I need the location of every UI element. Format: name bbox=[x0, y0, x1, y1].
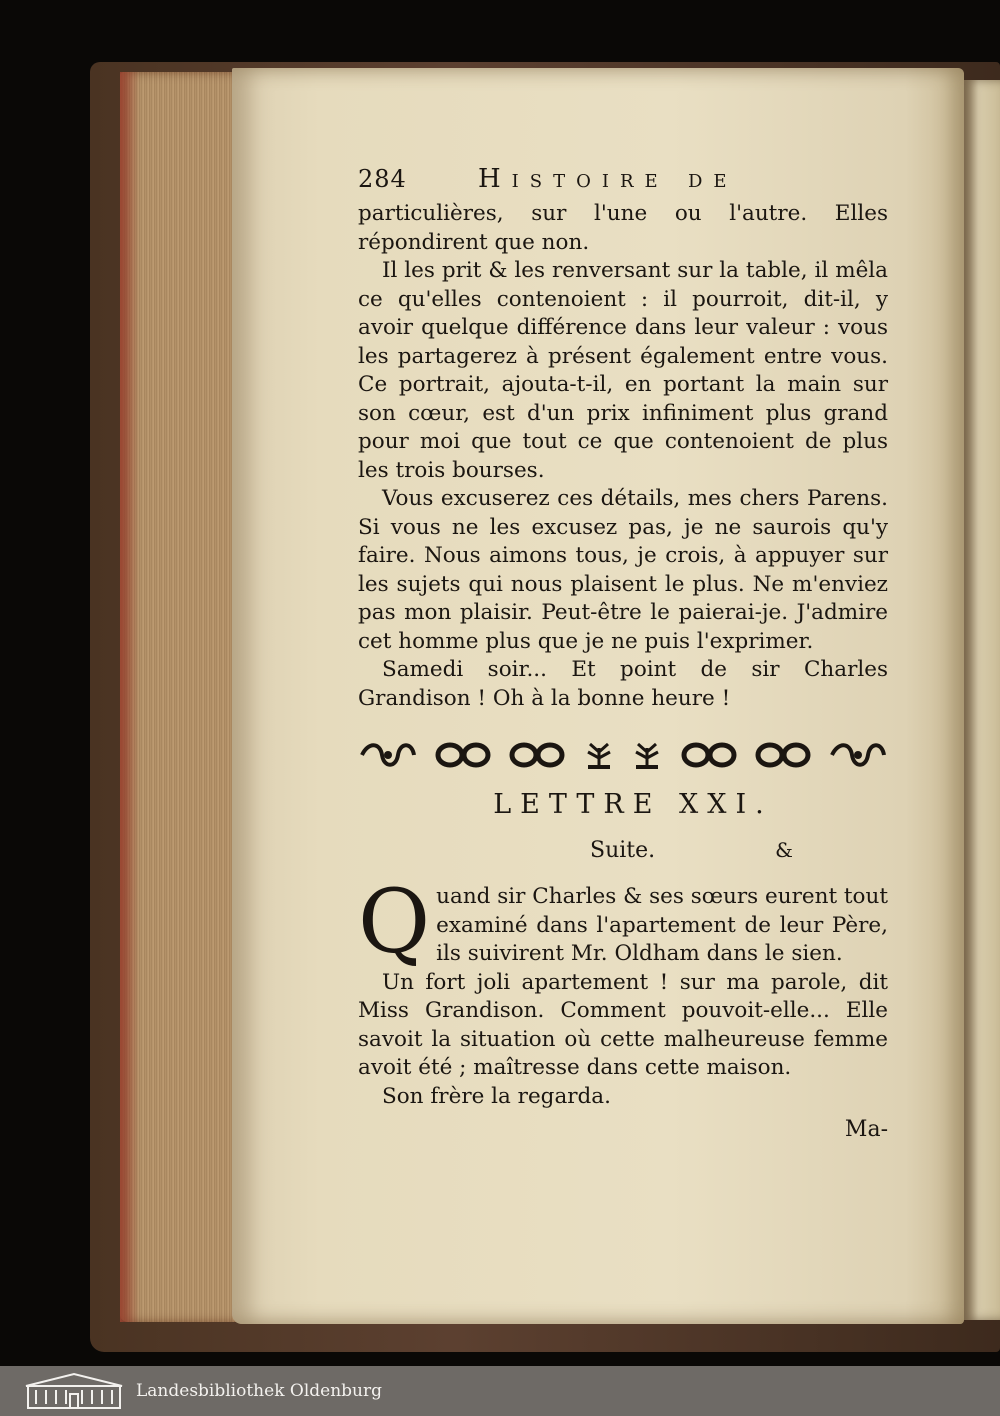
scroll-ornament-icon bbox=[679, 740, 739, 770]
drop-cap: Q bbox=[358, 870, 431, 973]
book-page bbox=[232, 68, 964, 1324]
paragraph: uand sir Charles & ses sœurs eurent tout examiné dans l'apartement de leur Père, ils suivirent Mr. Oldham dans le sien. bbox=[436, 884, 888, 966]
subheading-mark: & bbox=[775, 838, 793, 862]
page-number: 284 bbox=[358, 165, 407, 193]
catchword: Ma- bbox=[844, 1117, 888, 1142]
running-header bbox=[358, 164, 888, 200]
facing-page-edge bbox=[964, 80, 1000, 1320]
palmette-ornament-icon bbox=[630, 740, 664, 770]
letter-heading: LETTRE XXI. bbox=[493, 789, 773, 820]
institution-name: Landesbibliothek Oldenburg bbox=[136, 1381, 383, 1401]
paragraph: Un fort joli apartement ! sur ma parole, dit Miss Grandison. Comment pouvoit-elle... Elle savoit la situation où cette malheureuse femme avoit été ; maîtresse dans cette maison. bbox=[358, 969, 888, 1080]
subheading-text: Suite. bbox=[590, 838, 656, 863]
scroll-ornament-icon bbox=[433, 740, 493, 770]
scroll-ornament-icon bbox=[358, 740, 418, 770]
paragraph: Vous excuserez ces détails, mes chers Parens. Si vous ne les excusez pas, je ne saurois qu'y faire. Nous aimons tous, je crois, à appuyer sur les sujets qui nous plaisent le plus. Ne m'enviez pas mon plaisir. Peut-être le paierai-je. J'admire cet homme plus que je ne puis l'exprimer. bbox=[358, 486, 888, 654]
scroll-ornament-icon bbox=[507, 740, 567, 770]
ornament-band bbox=[358, 735, 888, 775]
footer-bar bbox=[0, 1366, 1000, 1416]
scroll-ornament-icon bbox=[753, 740, 813, 770]
running-title: Histoire de bbox=[478, 164, 738, 194]
palmette-ornament-icon bbox=[582, 740, 616, 770]
opening-paragraph bbox=[358, 870, 888, 973]
page-text bbox=[358, 164, 888, 1142]
library-building-icon[interactable] bbox=[22, 1372, 126, 1410]
paragraph: Il les prit & les renversant sur la table, il mêla ce qu'elles contenoient : il pourroit, dit-il, y avoir quelque différence dans leur valeur : vous les partagerez à présent également entre vous. Ce portrait, ajouta-t-il, en portant la main sur son cœur, est d'un prix infiniment plus grand pour moi que tout ce que contenoient de plus les trois bourses. bbox=[358, 258, 888, 483]
paragraph: Samedi soir... Et point de sir Charles Grandison ! Oh à la bonne heure ! bbox=[358, 657, 888, 711]
subheading bbox=[590, 838, 888, 863]
paragraph: Son frère la regarda. bbox=[382, 1083, 611, 1109]
paragraph: particulières, sur l'une ou l'autre. Elles répondirent que non. bbox=[358, 201, 888, 255]
scroll-ornament-icon bbox=[828, 740, 888, 770]
